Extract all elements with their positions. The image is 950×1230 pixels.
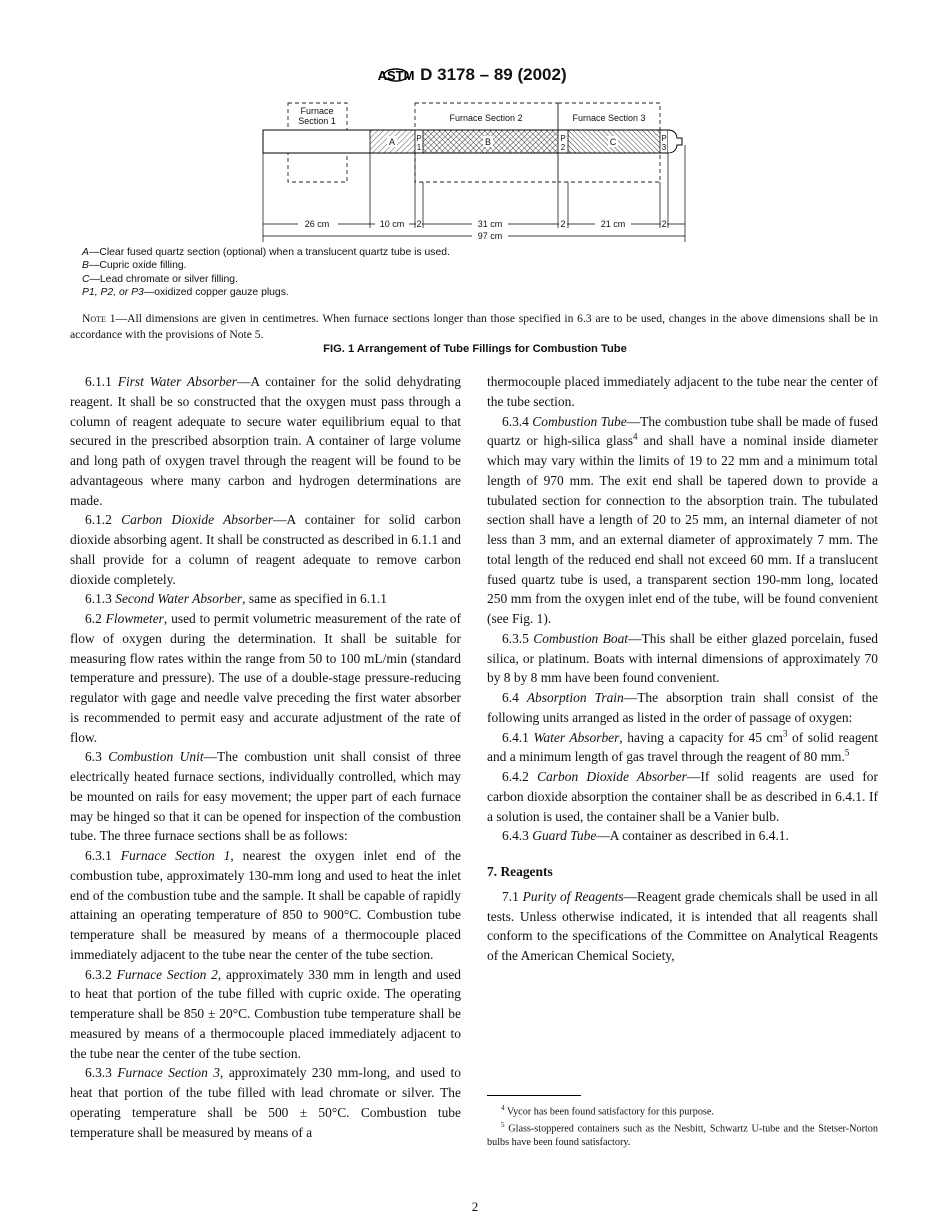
svg-text:97 cm: 97 cm bbox=[477, 231, 503, 241]
paragraph bbox=[70, 846, 461, 965]
legend-item: B—Cupric oxide filling. bbox=[82, 260, 187, 272]
paragraph-text: , approximately 230 mm-long, and used to heat that portion of the tube filled with lead chromate or silver. The operating temperature shall be 500 ± 50°C. Combustion tube temperature shall be measured by means of a bbox=[70, 1065, 461, 1140]
section-title: Combustion Unit bbox=[108, 749, 204, 765]
section-title: First Water Absorber bbox=[117, 374, 237, 389]
paragraph bbox=[70, 609, 461, 747]
footnote-ref: 5 bbox=[844, 747, 850, 758]
footnote-divider bbox=[487, 1095, 581, 1096]
section-number: 6.3 bbox=[85, 749, 102, 765]
paragraph-text: —The combustion tube shall be made of fused quartz or high-silica glass bbox=[487, 413, 879, 449]
legend-item: C—Lead chromate or silver filling. bbox=[82, 273, 238, 285]
svg-text:Furnace Section 2: Furnace Section 2 bbox=[449, 113, 523, 123]
section-title: Combustion Tube bbox=[532, 413, 627, 429]
section-title: Flowmeter bbox=[105, 611, 164, 626]
paragraph-text: , having a capacity for 45 cm bbox=[619, 729, 783, 745]
section-number: 6.4.2 bbox=[502, 769, 529, 784]
paragraph bbox=[70, 965, 461, 1064]
paragraph-text: —If solid reagents are used for carbon dioxide absorption the container shall be as described in 6.4.1. If a solution is used, the container shall be a Vanier bulb. bbox=[487, 769, 878, 824]
legend-item: A—Clear fused quartz section (optional) when a translucent quartz tube is used. bbox=[82, 247, 450, 258]
svg-text:2: 2 bbox=[661, 219, 667, 229]
paragraph bbox=[487, 688, 878, 728]
svg-text:P: P bbox=[416, 134, 422, 143]
paragraph-text: —A container for solid carbon dioxide absorbing agent. It shall be constructed as described in 6.1.1 and shall provide for a column of reagent adequate to remove carbon dioxide completely. bbox=[70, 512, 461, 587]
document-designation: D 3178 – 89 (2002) bbox=[420, 65, 567, 84]
paragraph bbox=[70, 1063, 461, 1142]
section-number: 6.3.4 bbox=[502, 413, 529, 429]
section-title: Combustion Boat bbox=[533, 630, 629, 646]
section-heading: 7. Reagents bbox=[487, 864, 553, 879]
svg-text:Section 1: Section 1 bbox=[298, 116, 336, 126]
footnote-ref: 4 bbox=[633, 431, 638, 442]
svg-text:2: 2 bbox=[560, 219, 566, 229]
section-number: 6.1.3 bbox=[85, 591, 112, 607]
paragraph bbox=[487, 629, 878, 688]
right-column bbox=[487, 372, 878, 966]
svg-text:31 cm: 31 cm bbox=[477, 219, 503, 229]
paragraph bbox=[70, 372, 461, 510]
footnote: $^4$ Vycor has been found satisfactory for this purpose. bbox=[501, 1104, 714, 1118]
section-number: 6.3.2 bbox=[85, 966, 112, 982]
paragraph-text: —A container for the solid dehydrating reagent. It shall be so constructed that the oxygen must pass through a column of reagent adequate to secure water equilibrium equal to that secured in the prescribed absorption train. A container of large volume and long path of oxygen travel through the reagent will be found to be advantageous where many carbon and hydrogen determinations are made. bbox=[70, 374, 462, 508]
section-number: 6.4 bbox=[502, 690, 519, 705]
paragraph bbox=[487, 887, 878, 966]
section-number: 7.1 bbox=[502, 888, 519, 904]
section-title: Second Water Absorber bbox=[115, 591, 243, 607]
paragraph-text: —This shall be either glazed porcelain, fused silica, or platinum. Boats with internal dimensions of approximately 70 by 8 by 8 mm have been found convenient. bbox=[487, 630, 879, 686]
section-title: Purity of Reagents bbox=[522, 888, 624, 904]
svg-text:2: 2 bbox=[416, 219, 422, 229]
figure-note: Note 1—All dimensions are given in centimetres. When furnace sections longer than those specified in 6.3 are to be used, changes in the above dimensions shall be in accordance with the provisions of Note 5. bbox=[70, 312, 878, 341]
footnote: $^5$ Glass-stoppered containers such as the Nesbitt, Schwartz U-tube and the Stetser-Norton bulbs have been found satisfactory. bbox=[487, 1120, 878, 1148]
paragraph-text: , nearest the oxygen inlet end of the combustion tube, approximately 130-mm long and used to heat the inlet end of the combustion tube and the sample. It shall be capable of rapidly attaining an operating temperature of 850 to 900°C. Combustion tube temperature shall be measured by means of a thermocouple placed immediately adjacent to the tube near the center of the tube section. bbox=[70, 848, 462, 962]
paragraph-text: and shall have a nominal inside diameter which may vary within the limits of 19 to 22 mm and a minimum total length of 970 mm. The exit end shall be tapered down to provide a tubulated section for connection to the absorption train. The tubulated section shall have a length of 20 to 25 mm, an internal diameter of not less than 3 mm, and an external diameter of approximately 7 mm. The total length of the reduced end shall not exceed 60 mm. If a translucent fused quartz tube is used, a transparent section 190-mm long, located 250 mm from the oxygen inlet end of the tube, will be found convenient (see Fig. 1). bbox=[487, 433, 878, 626]
tube-tapered-end bbox=[668, 130, 682, 153]
paragraph-text: —The absorption train shall consist of the following units arranged as listed in the order of passage of oxygen: bbox=[487, 690, 879, 725]
svg-text:21 cm: 21 cm bbox=[600, 219, 626, 229]
svg-text:ASTM: ASTM bbox=[377, 68, 415, 83]
paragraph bbox=[487, 728, 878, 768]
svg-text:10 cm: 10 cm bbox=[379, 219, 405, 229]
svg-text:1: 1 bbox=[416, 143, 422, 152]
left-column bbox=[70, 372, 461, 1142]
svg-text:2: 2 bbox=[560, 143, 566, 152]
page-number: 2 bbox=[471, 1199, 479, 1214]
svg-text:C: C bbox=[609, 137, 617, 147]
svg-text:B: B bbox=[484, 137, 492, 147]
section-title: Carbon Dioxide Absorber bbox=[121, 512, 274, 528]
legend-item: P1, P2, or P3—oxidized copper gauze plugs. bbox=[82, 287, 289, 299]
paragraph bbox=[70, 589, 461, 609]
paragraph-text: —Reagent grade chemicals shall be used in all tests. Unless otherwise indicated, it is intended that all reagents shall conform to the specifications of the Committee on Analytical Reagents of the American Chemical Society, bbox=[487, 888, 879, 963]
svg-text:3: 3 bbox=[661, 143, 667, 152]
section-number: 6.3.5 bbox=[502, 630, 529, 646]
section-title: Furnace Section 3 bbox=[117, 1065, 221, 1081]
section-number: 6.3.3 bbox=[85, 1065, 112, 1081]
paragraph-text: thermocouple placed immediately adjacent to the tube near the center of the tube section. bbox=[487, 374, 878, 409]
section-number: 6.1.1 bbox=[85, 374, 112, 389]
section-title: Furnace Section 1 bbox=[120, 848, 231, 863]
section-title: Furnace Section 2 bbox=[116, 966, 218, 982]
section-title: Absorption Train bbox=[526, 690, 624, 705]
svg-text:Furnace: Furnace bbox=[300, 106, 334, 116]
svg-text:26 cm: 26 cm bbox=[304, 219, 330, 229]
section-title: Water Absorber bbox=[533, 729, 620, 745]
svg-text:Furnace Section 3: Furnace Section 3 bbox=[572, 113, 646, 123]
figure-legend bbox=[82, 246, 450, 300]
figure-caption: FIG. 1 Arrangement of Tube Fillings for Combustion Tube bbox=[323, 343, 627, 355]
paragraph bbox=[487, 826, 878, 846]
paragraph-text: —The combustion unit shall consist of three electrically heated furnace sections, individually controlled, which may be mounted on rails for easy movement; the upper part of each furnace may be hinged so that it can be opened for inspection of the combustion tube. The three furnace sections shall be as follows: bbox=[70, 749, 462, 844]
paragraph bbox=[70, 510, 461, 589]
paragraph bbox=[487, 372, 878, 412]
svg-text:P: P bbox=[661, 134, 667, 143]
section-title: Guard Tube bbox=[532, 828, 597, 844]
section-number: 6.4.1 bbox=[502, 729, 529, 745]
tube-diagram bbox=[250, 60, 700, 250]
paragraph-text: of solid reagent and a minimum length of gas travel through the reagent of 80 mm. bbox=[487, 729, 878, 765]
paragraph-text: , same as specified in 6.1.1 bbox=[242, 591, 387, 607]
svg-text:A: A bbox=[388, 137, 396, 147]
footnotes bbox=[487, 1102, 878, 1149]
paragraph bbox=[70, 747, 461, 846]
section-number: 6.4.3 bbox=[502, 828, 529, 844]
paragraph-text: , approximately 330 mm in length and used to heat that portion of the tube filled with cupric oxide. The operating temperature shall be 850 ± 20°C. Combustion tube temperature shall be measured by means of a thermocouple placed immediately adjacent to the tube near the center of the tube section. bbox=[70, 966, 462, 1061]
section-title: Carbon Dioxide Absorber bbox=[537, 769, 687, 784]
svg-text:P: P bbox=[560, 134, 566, 143]
paragraph bbox=[487, 412, 878, 629]
footnote-ref: 3 bbox=[782, 728, 788, 739]
paragraph-text: , used to permit volumetric measurement of the rate of flow of oxygen during the determination. It shall be suitable for measuring flow rates within the range from 50 to 100 mL/min (standard temperature and pressure). The use of a double-stage pressure-reducing regulator with gage and needle valve preceding the first water absorber is recommended to permit easy and accurate adjustment of the rate of flow. bbox=[70, 611, 462, 745]
paragraph bbox=[487, 767, 878, 826]
section-number: 6.1.2 bbox=[85, 512, 112, 528]
section-number: 6.2 bbox=[85, 611, 102, 626]
section-number: 6.3.1 bbox=[85, 848, 112, 863]
paragraph-text: —A container as described in 6.4.1. bbox=[596, 828, 789, 844]
